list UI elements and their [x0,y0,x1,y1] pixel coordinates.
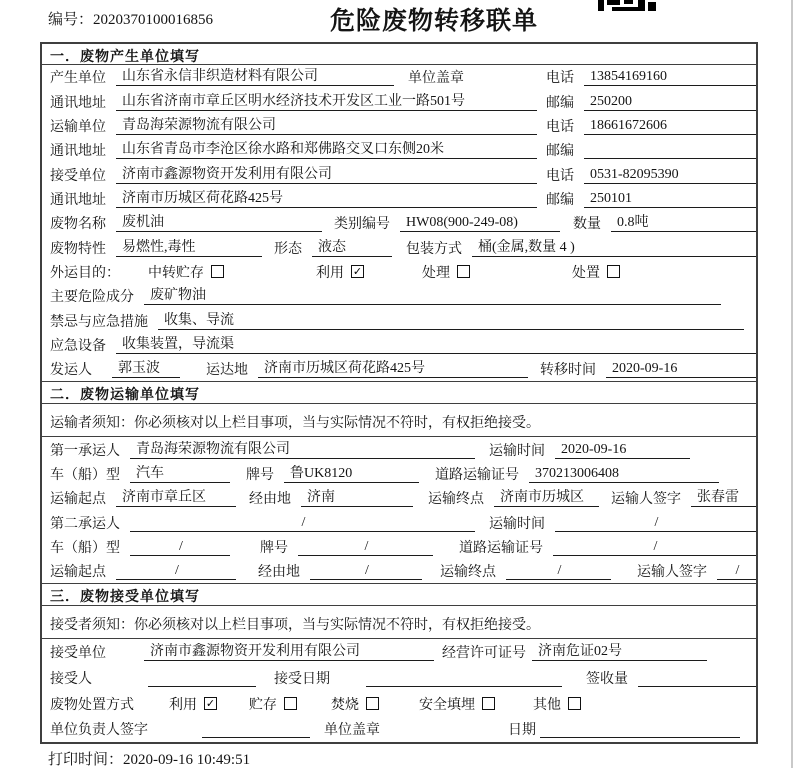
carrier1-label: 第一承运人 [50,443,120,459]
hazard-field: 废矿物油 [144,287,721,305]
qr-code-partial-icon [598,0,656,11]
producer-row [42,65,756,89]
print-time [48,748,250,768]
hazard-label: 主要危险成分 [50,290,134,306]
form-field: 液态 [312,239,392,257]
page-edge-line [791,0,793,768]
producer-addr-field: 山东省济南市章丘区明水经济技术开发区工业一路501号 [116,93,537,111]
option-storage [249,694,297,714]
transporter-field: 青岛海荣源物流有限公司 [116,117,537,135]
waste-name-field: 废机油 [116,214,322,232]
equip-row [42,333,756,357]
chief-sign-label: 单位负责人签字 [50,723,148,739]
taboo-label: 禁忌与应急措施 [50,314,148,330]
option-label: 利用 [316,265,344,281]
serial-label: 编号： [48,12,94,28]
unit-seal-label: 单位盖章 [324,723,380,739]
form-label: 形态 [274,241,302,257]
accept-unit-label: 接受单位 [50,646,106,662]
option-utilize [169,694,217,714]
via1-label: 经由地 [249,492,291,508]
hazard-row [42,284,756,308]
checkbox-icon [284,697,297,710]
option-dispose [572,262,620,282]
carrier2-field: / [130,514,475,532]
receiver-tel-field: 0531-82095390 [584,166,756,184]
plate2-field: / [298,538,433,556]
road-permit1-label: 道路运输证号 [435,467,519,483]
equip-label: 应急设备 [50,338,106,354]
sign1-field: 张春雷 [691,489,756,507]
receipt-qty-field [638,669,756,687]
via1-field: 济南 [301,489,413,507]
date-field [540,720,740,738]
checkbox-icon [568,697,581,710]
receiver-label: 接受单位 [50,168,106,184]
page-title: 危险废物转移联单 [330,7,539,35]
transporter-tel-label: 电话 [546,119,574,135]
section3-header: 三．废物接受单位填写 [42,583,756,606]
carrier1-field: 青岛海荣源物流有限公司 [130,441,475,459]
vehicle2-row [42,535,756,559]
waste-character-row [42,235,756,259]
road-permit1-field: 370213006408 [529,465,719,483]
receiver-address-row [42,187,756,211]
carrier2-time-field: / [555,514,756,532]
route1-row [42,486,756,510]
carrier1-time-label: 运输时间 [489,443,545,459]
vehicle2-field: / [130,538,230,556]
receive-date-field [366,669,562,687]
road-permit2-field: / [553,538,756,556]
option-label: 安全填埋 [419,697,475,713]
section2-header: 二．废物运输单位填写 [42,381,756,404]
section2-note: 运输者须知：你必须核对以上栏目事项，当与实际情况不符时，有权拒绝接受。 [42,404,756,437]
origin1-label: 运输起点 [50,492,106,508]
option-label: 中转贮存 [148,265,204,281]
transporter-zip-field [584,141,756,159]
vehicle1-field: 汽车 [130,465,230,483]
route2-row [42,559,756,583]
transporter-address-row [42,138,756,162]
producer-tel-label: 电话 [546,71,574,87]
taboo-row [42,308,756,332]
option-label: 处置 [572,265,600,281]
section1-header: 一．废物产生单位填写 [42,44,756,65]
option-other [533,694,581,714]
receive-date-label: 接受日期 [274,671,330,687]
producer-label: 产生单位 [50,71,106,87]
producer-tel-field: 13854169160 [584,68,756,86]
license-label: 经营许可证号 [442,646,526,662]
section3-body [42,639,756,742]
vehicle1-label: 车（船）型 [50,467,120,483]
producer-zip-field: 250200 [584,93,756,111]
waste-name-row [42,211,756,235]
receiver-field: 济南市鑫源物资开发利用有限公司 [116,166,537,184]
purpose-row [42,260,756,284]
end1-field: 济南市历城区 [494,489,599,507]
section3-note: 接受者须知：你必须核对以上栏目事项，当与实际情况不符时，有权拒绝接受。 [42,606,756,639]
end2-field: / [506,562,611,580]
shipper-row [42,357,756,381]
dest-field: 济南市历城区荷花路425号 [258,360,528,378]
receiver-zip-label: 邮编 [546,192,574,208]
option-transfer-storage [148,262,224,282]
receiver-tel-label: 电话 [546,168,574,184]
carrier2-time-label: 运输时间 [489,516,545,532]
print-time-label: 打印时间： [48,752,124,768]
dest-label: 运达地 [206,363,248,379]
option-label: 处理 [422,265,450,281]
option-label: 贮存 [249,697,277,713]
accept-unit-field: 济南市鑫源物资开发利用有限公司 [144,643,434,661]
plate2-label: 牌号 [260,540,288,556]
sign2-label: 运输人签字 [637,565,707,581]
section2-body [42,437,756,583]
section1-body [42,65,756,381]
shipper-field: 郭玉波 [112,360,180,378]
chief-sign-field [202,720,310,738]
transfer-time-label: 转移时间 [540,363,596,379]
serial-value: 2020370100016856 [93,12,214,28]
receipt-qty-label: 签收量 [586,671,628,687]
option-incinerate [331,694,379,714]
packing-field: 桶(金属,数量 4 ) [472,239,756,257]
purpose-label: 外运目的： [50,265,120,281]
transporter-zip-label: 邮编 [546,144,574,160]
serial-number [48,8,213,29]
recipient-row [42,665,756,691]
waste-character-field: 易燃性,毒性 [116,239,262,257]
carrier1-time-field: 2020-09-16 [555,441,690,459]
waste-character-label: 废物特性 [50,241,106,257]
packing-label: 包装方式 [406,241,462,257]
option-treat [422,262,470,282]
license-field: 济南危证02号 [532,643,707,661]
seal-label: 单位盖章 [408,71,464,87]
end1-label: 运输终点 [428,492,484,508]
producer-address-row [42,89,756,113]
print-time-value: 2020-09-16 10:49:51 [123,752,251,768]
disposal-label: 废物处置方式 [50,697,134,713]
carrier2-row [42,510,756,534]
option-label: 其他 [533,697,561,713]
producer-field: 山东省永信非织造材料有限公司 [116,68,394,86]
receiver-zip-field: 250101 [584,190,756,208]
taboo-field: 收集、导流 [158,312,744,330]
transfer-time-field: 2020-09-16 [606,360,756,378]
transporter-addr-field: 山东省青岛市李沧区徐水路和郑佛路交叉口东侧20米 [116,141,537,159]
end2-label: 运输终点 [440,565,496,581]
carrier1-row [42,437,756,461]
vehicle1-row [42,462,756,486]
option-utilize [316,262,364,282]
chief-sign-row [42,716,756,742]
origin1-field: 济南市章丘区 [116,489,236,507]
carrier2-label: 第二承运人 [50,516,120,532]
receiver-addr-field: 济南市历城区荷花路425号 [116,190,537,208]
checkbox-icon: ✓ [352,265,363,279]
disposal-row [42,691,756,717]
receiver-row [42,162,756,186]
category-label: 类别编号 [334,217,390,233]
transporter-label: 运输单位 [50,119,106,135]
transporter-row [42,114,756,138]
vehicle2-label: 车（船）型 [50,540,120,556]
origin2-field: / [116,562,236,580]
transporter-addr-label: 通讯地址 [50,144,106,160]
checkbox-icon [211,265,224,278]
plate1-field: 鲁UK8120 [284,465,419,483]
receiver-addr-label: 通讯地址 [50,192,106,208]
plate1-label: 牌号 [246,467,274,483]
option-label: 利用 [169,697,197,713]
producer-zip-label: 邮编 [546,95,574,111]
recipient-field [148,669,256,687]
via2-label: 经由地 [258,565,300,581]
qty-field: 0.8吨 [611,214,756,232]
date-label: 日期 [508,723,536,739]
via2-field: / [310,562,422,580]
option-label: 焚烧 [331,697,359,713]
accept-unit-row [42,639,756,665]
producer-addr-label: 通讯地址 [50,95,106,111]
waste-name-label: 废物名称 [50,217,106,233]
road-permit2-label: 道路运输证号 [459,540,543,556]
transporter-tel-field: 18661672606 [584,117,756,135]
manifest-form [40,42,758,744]
option-landfill [419,694,495,714]
checkbox-icon [366,697,379,710]
shipper-label: 发运人 [50,363,92,379]
equip-field: 收集装置，导流渠 [116,336,756,354]
checkbox-icon [457,265,470,278]
origin2-label: 运输起点 [50,565,106,581]
recipient-label: 接受人 [50,671,92,687]
category-field: HW08(900-249-08) [400,214,560,232]
sign2-field: / [717,562,756,580]
sign1-label: 运输人签字 [611,492,681,508]
checkbox-icon: ✓ [205,697,216,711]
checkbox-icon [607,265,620,278]
checkbox-icon [482,697,495,710]
qty-label: 数量 [573,217,601,233]
